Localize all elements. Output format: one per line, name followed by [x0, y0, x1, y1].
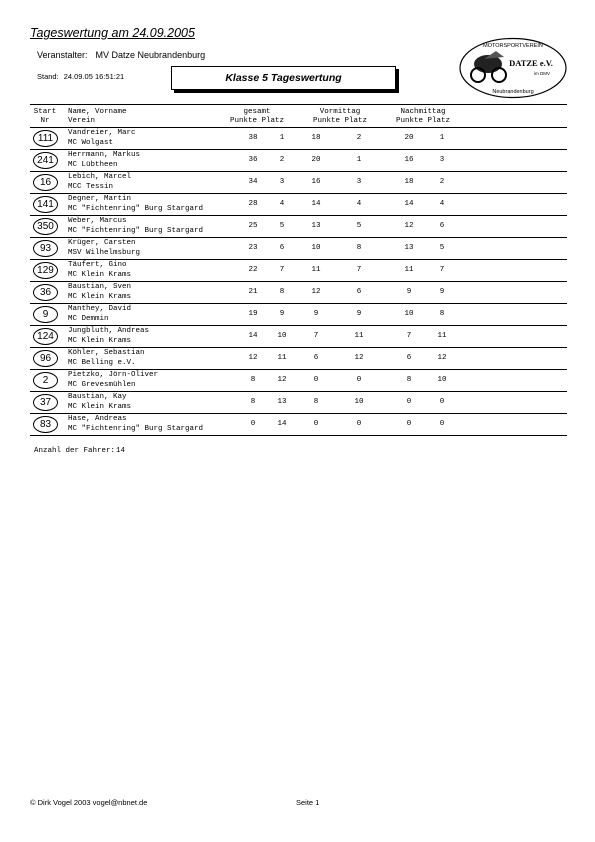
table-row [30, 303, 567, 325]
start-number-badge: 93 [33, 240, 58, 257]
cell-g-pl: 11 [277, 354, 287, 362]
rider-name: Lebich, Marcel [68, 173, 132, 181]
start-number-badge: 83 [33, 416, 58, 433]
cell-n-pl: 2 [439, 178, 445, 186]
cell-n-pl: 6 [439, 222, 445, 230]
cell-n-pl: 9 [439, 288, 445, 296]
rider-name: Manthey, David [68, 305, 132, 313]
cell-g-pl: 4 [279, 200, 285, 208]
logo-text-bottom: Neubrandenburg [492, 89, 534, 95]
rider-club: MC Klein Krams [68, 402, 132, 411]
cell-g-p: 8 [250, 376, 256, 384]
organizer-label: Veranstalter: [37, 50, 88, 60]
cell-g-p: 23 [248, 244, 258, 252]
cell-n-pl: 0 [439, 420, 445, 428]
rider-count-line [34, 447, 125, 455]
cell-n-pl: 4 [439, 200, 445, 208]
rider-club: MC Lübtheen [68, 160, 118, 169]
rider-name: Degner, Martin [68, 195, 132, 203]
cell-v-pl: 3 [356, 178, 362, 186]
rider-club: MC "Fichtenring" Burg Stargard [68, 204, 204, 213]
cell-v-p: 0 [313, 376, 319, 384]
start-number-badge: 2 [33, 372, 58, 389]
footer-copyright: © Dirk Vogel 2003 vogel@nbnet.de [30, 798, 148, 807]
cell-n-p: 18 [404, 178, 414, 186]
start-number-badge: 37 [33, 394, 58, 411]
cell-n-p: 13 [404, 244, 414, 252]
start-number-badge: 129 [33, 262, 58, 279]
rider-club: MSV Wilhelmsburg [68, 248, 141, 257]
header-nr: Nr [40, 117, 50, 125]
rider-name: Herrmann, Markus [68, 151, 141, 159]
start-number-badge: 124 [33, 328, 58, 345]
cell-g-pl: 5 [279, 222, 285, 230]
cell-v-pl: 0 [356, 420, 362, 428]
rider-club: MC Klein Krams [68, 336, 132, 345]
cell-n-p: 0 [406, 420, 412, 428]
rider-name: Baustian, Sven [68, 283, 132, 291]
cell-g-p: 0 [250, 420, 256, 428]
cell-g-p: 14 [248, 332, 258, 340]
table-row [30, 127, 567, 149]
cell-v-p: 8 [313, 398, 319, 406]
cell-v-p: 0 [313, 420, 319, 428]
rider-club: MC Klein Krams [68, 292, 132, 301]
cell-v-pl: 4 [356, 200, 362, 208]
rider-count-label: Anzahl der Fahrer: [34, 447, 116, 455]
start-number-badge: 9 [33, 306, 58, 323]
cell-n-pl: 10 [437, 376, 447, 384]
start-number-badge: 96 [33, 350, 58, 367]
cell-g-pl: 1 [279, 134, 285, 142]
rider-club: MCC Tessin [68, 182, 114, 191]
footer-page-number: Seite 1 [296, 798, 320, 807]
club-logo [458, 37, 568, 99]
cell-v-p: 9 [313, 310, 319, 318]
cell-n-p: 14 [404, 200, 414, 208]
logo-text-top: MOTORSPORTVEREIN [483, 43, 543, 49]
cell-g-p: 21 [248, 288, 258, 296]
table-row [30, 281, 567, 303]
class-title: Klasse 5 Tageswertung [225, 72, 342, 84]
cell-g-p: 12 [248, 354, 258, 362]
cell-g-pl: 13 [277, 398, 287, 406]
start-number-badge: 16 [33, 174, 58, 191]
cell-g-pl: 8 [279, 288, 285, 296]
stand-line [37, 72, 124, 81]
table-bottom-rule [30, 435, 567, 436]
rider-name: Krüger, Carsten [68, 239, 136, 247]
start-number-badge: 111 [33, 130, 58, 147]
cell-v-pl: 5 [356, 222, 362, 230]
cell-n-pl: 5 [439, 244, 445, 252]
header-club: Verein [68, 117, 96, 125]
rider-name: Köhler, Sebastian [68, 349, 145, 357]
rider-name: Weber, Marcus [68, 217, 127, 225]
header-nachmittag-sub: Punkte Platz [395, 117, 450, 125]
cell-g-pl: 14 [277, 420, 287, 428]
cell-n-p: 7 [406, 332, 412, 340]
header-rule [30, 104, 567, 105]
cell-n-p: 0 [406, 398, 412, 406]
rider-name: Pietzko, Jörn-Oliver [68, 371, 159, 379]
start-number-badge: 241 [33, 152, 58, 169]
stand-value: 24.09.05 16:51:21 [63, 72, 125, 81]
cell-v-p: 13 [311, 222, 321, 230]
cell-n-pl: 0 [439, 398, 445, 406]
cell-v-p: 18 [311, 134, 321, 142]
table-row [30, 193, 567, 215]
rider-name: Hase, Andreas [68, 415, 127, 423]
cell-v-pl: 7 [356, 266, 362, 274]
cell-g-pl: 9 [279, 310, 285, 318]
cell-n-p: 12 [404, 222, 414, 230]
cell-v-pl: 6 [356, 288, 362, 296]
cell-v-pl: 12 [354, 354, 364, 362]
rider-name: Täufert, Gino [68, 261, 127, 269]
cell-n-p: 16 [404, 156, 414, 164]
cell-v-pl: 9 [356, 310, 362, 318]
cell-v-p: 14 [311, 200, 321, 208]
cell-n-p: 6 [406, 354, 412, 362]
table-row [30, 369, 567, 391]
rider-club: MC Grevesmühlen [68, 380, 136, 389]
class-title-box [171, 66, 396, 90]
table-row [30, 171, 567, 193]
organizer-line [37, 50, 205, 60]
cell-g-pl: 12 [277, 376, 287, 384]
cell-g-p: 28 [248, 200, 258, 208]
table-row [30, 413, 567, 435]
cell-v-p: 7 [313, 332, 319, 340]
header-start: Start [33, 108, 57, 116]
cell-n-p: 20 [404, 134, 414, 142]
logo-text-main: DATZE e.V. [509, 58, 553, 68]
cell-g-pl: 3 [279, 178, 285, 186]
table-row [30, 347, 567, 369]
cell-v-pl: 10 [354, 398, 364, 406]
rider-count-value: 14 [116, 447, 126, 455]
cell-v-p: 16 [311, 178, 321, 186]
header-gesamt-sub: Punkte Platz [229, 117, 284, 125]
header-name: Name, Vorname [68, 108, 127, 116]
table-row [30, 149, 567, 171]
cell-v-p: 12 [311, 288, 321, 296]
cell-v-pl: 11 [354, 332, 364, 340]
table-row [30, 325, 567, 347]
cell-n-p: 8 [406, 376, 412, 384]
cell-g-pl: 7 [279, 266, 285, 274]
organizer-value: MV Datze Neubrandenburg [95, 50, 206, 60]
rider-name: Baustian, Kay [68, 393, 127, 401]
rider-club: MC Wolgast [68, 138, 114, 147]
table-row [30, 259, 567, 281]
rider-club: MC Demmin [68, 314, 109, 323]
cell-v-pl: 2 [356, 134, 362, 142]
rider-name: Vandreier, Marc [68, 129, 136, 137]
cell-v-p: 10 [311, 244, 321, 252]
header-nachmittag: Nachmittag [400, 108, 446, 116]
cell-g-pl: 2 [279, 156, 285, 164]
cell-g-p: 25 [248, 222, 258, 230]
results-table [30, 127, 567, 436]
logo-text-side: im DMV [534, 71, 550, 76]
start-number-badge: 36 [33, 284, 58, 301]
cell-n-p: 11 [404, 266, 414, 274]
header-vormittag: Vormittag [319, 108, 361, 116]
cell-v-p: 6 [313, 354, 319, 362]
rider-name: Jungbluth, Andreas [68, 327, 150, 335]
cell-g-pl: 6 [279, 244, 285, 252]
cell-n-pl: 7 [439, 266, 445, 274]
cell-g-p: 36 [248, 156, 258, 164]
table-row [30, 215, 567, 237]
rider-club: MC "Fichtenring" Burg Stargard [68, 226, 204, 235]
cell-n-pl: 3 [439, 156, 445, 164]
stand-label: Stand: [37, 72, 59, 81]
cell-g-p: 22 [248, 266, 258, 274]
rider-club: MC "Fichtenring" Burg Stargard [68, 424, 204, 433]
cell-g-pl: 10 [277, 332, 287, 340]
table-row [30, 237, 567, 259]
cell-g-p: 8 [250, 398, 256, 406]
cell-n-p: 10 [404, 310, 414, 318]
cell-v-p: 11 [311, 266, 321, 274]
cell-v-pl: 1 [356, 156, 362, 164]
cell-g-p: 38 [248, 134, 258, 142]
rider-club: MC Klein Krams [68, 270, 132, 279]
cell-n-pl: 11 [437, 332, 447, 340]
header-vormittag-sub: Punkte Platz [312, 117, 367, 125]
header-gesamt: gesamt [243, 108, 271, 116]
cell-g-p: 34 [248, 178, 258, 186]
page-title: Tageswertung am 24.09.2005 [30, 26, 195, 40]
cell-n-pl: 12 [437, 354, 447, 362]
rider-club: MC Belling e.V. [68, 358, 136, 367]
cell-g-p: 19 [248, 310, 258, 318]
cell-v-pl: 8 [356, 244, 362, 252]
start-number-badge: 141 [33, 196, 58, 213]
start-number-badge: 350 [33, 218, 58, 235]
cell-n-pl: 1 [439, 134, 445, 142]
table-row [30, 391, 567, 413]
cell-n-pl: 8 [439, 310, 445, 318]
cell-v-pl: 0 [356, 376, 362, 384]
cell-n-p: 9 [406, 288, 412, 296]
cell-v-p: 20 [311, 156, 321, 164]
